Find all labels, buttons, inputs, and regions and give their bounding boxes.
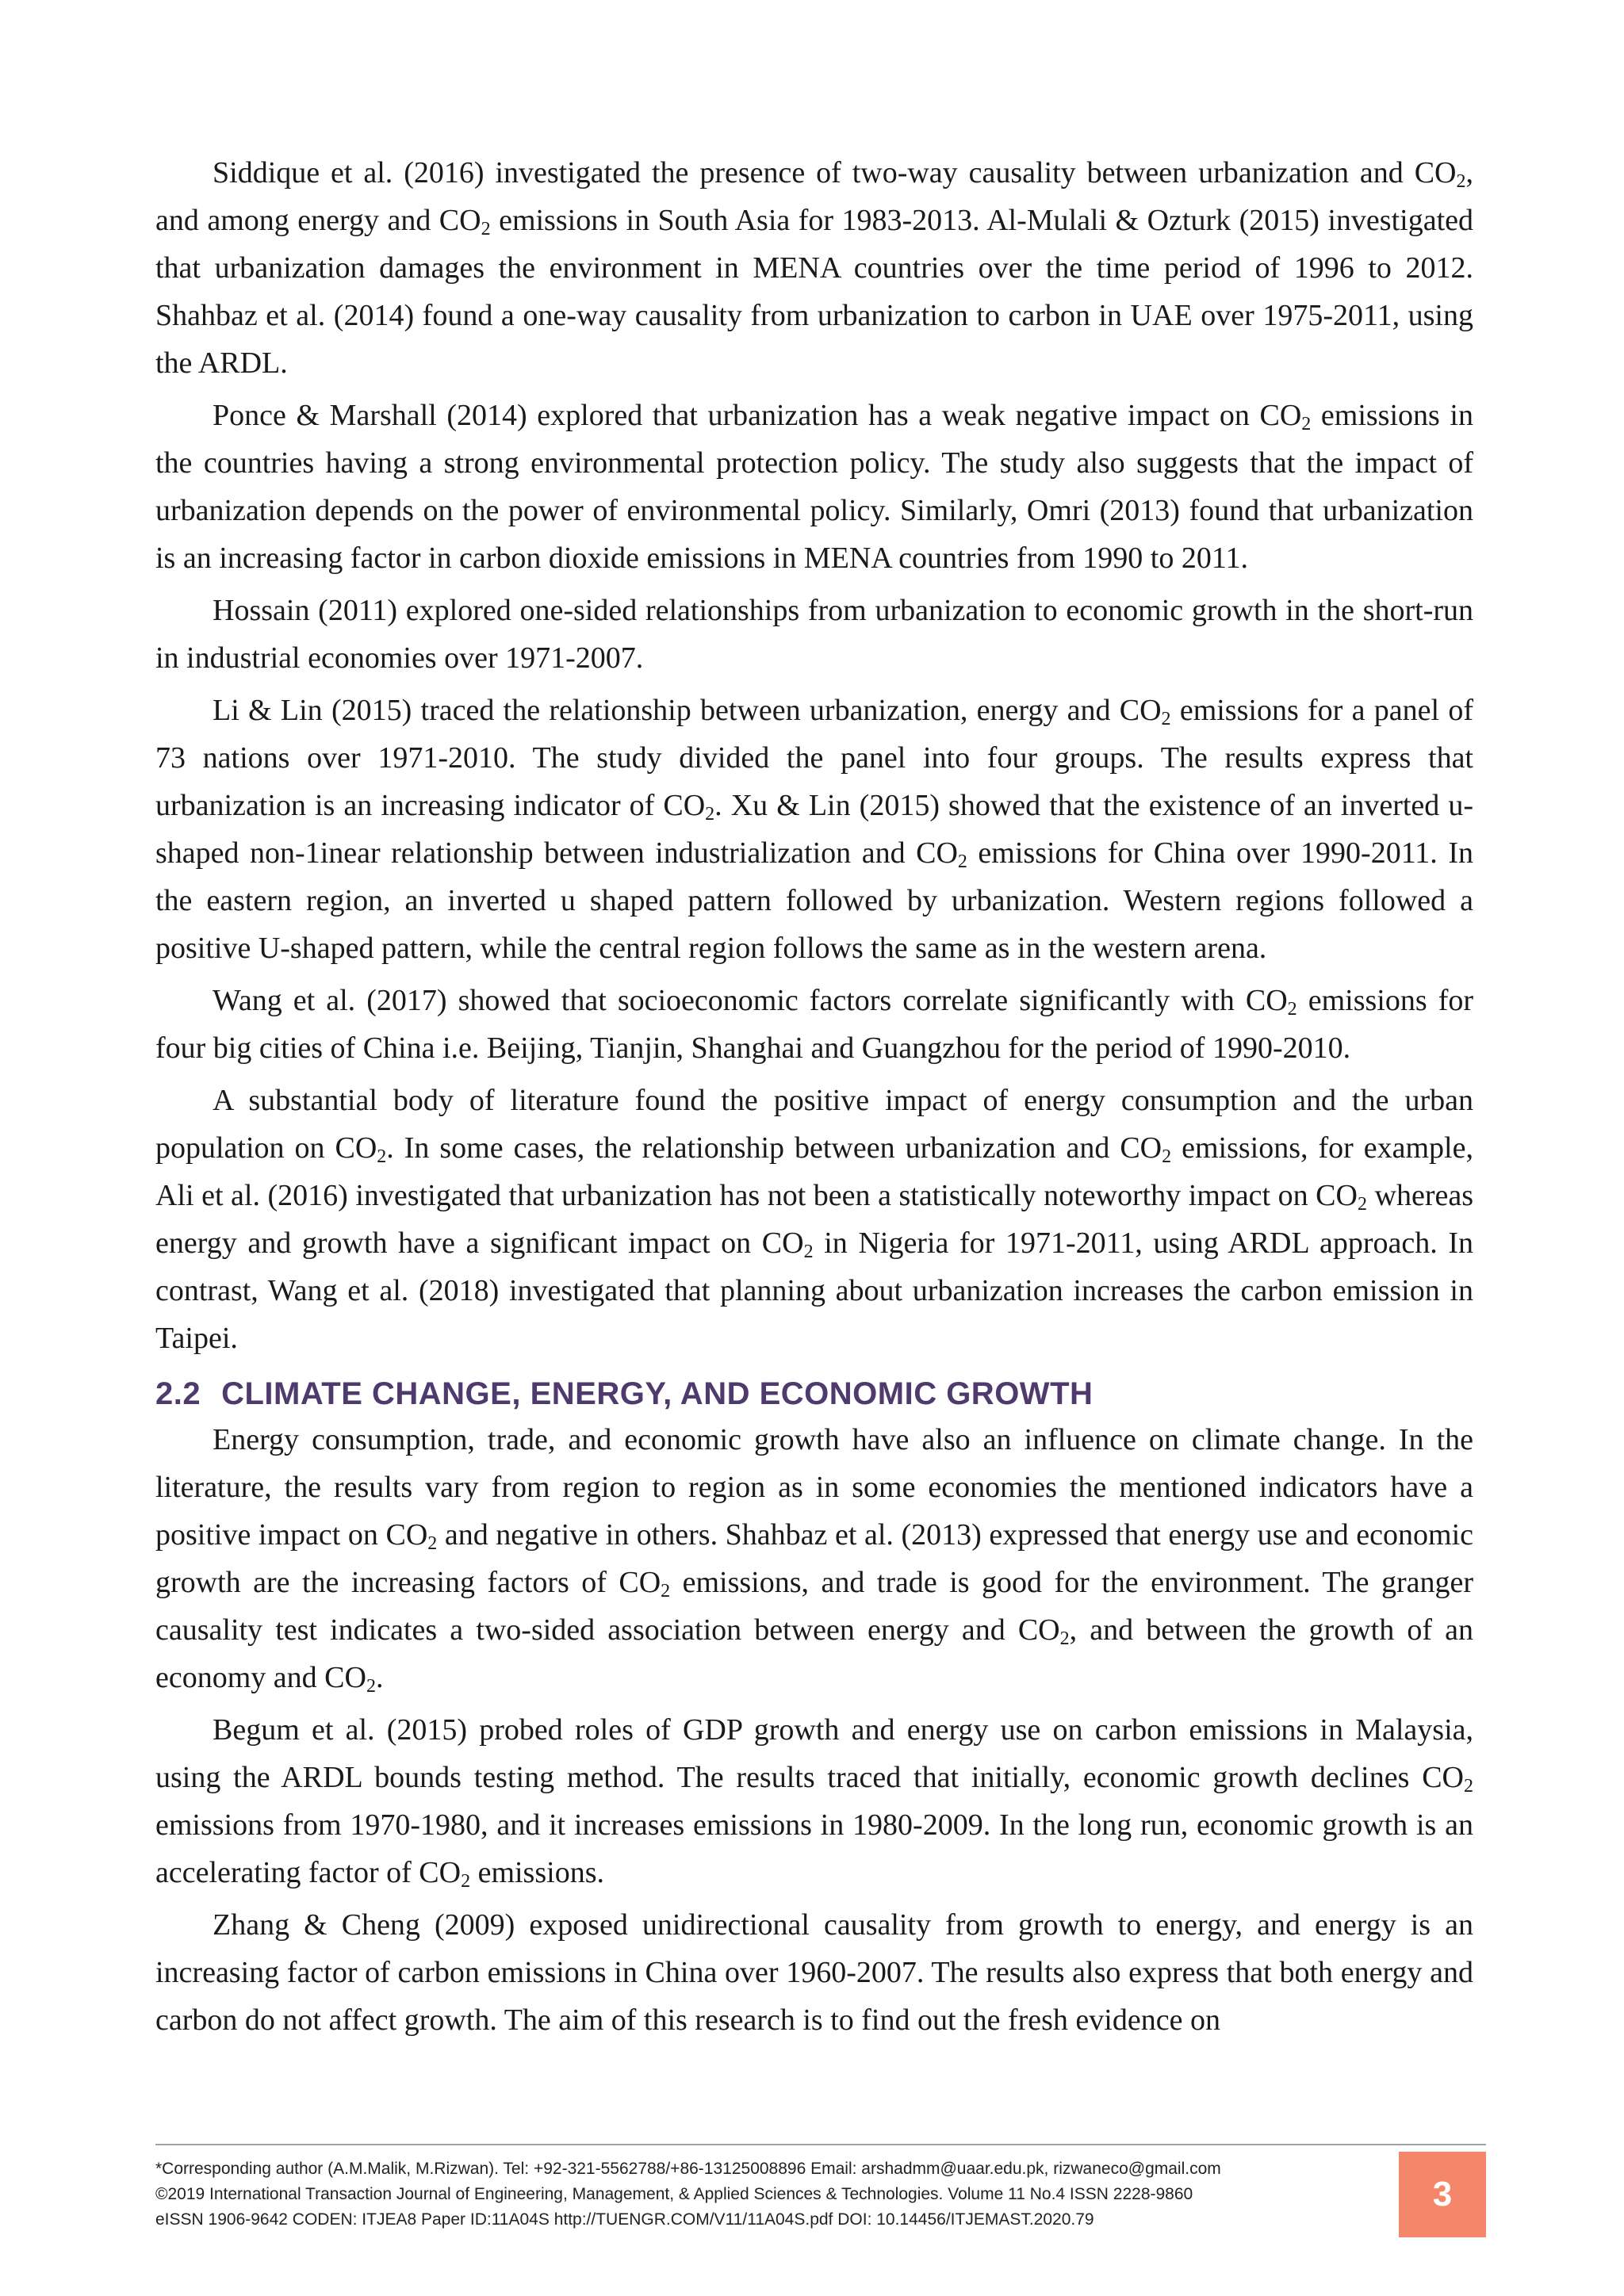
paragraph-wang-2017: Wang et al. (2017) showed that socioeconomic factors correlate significantly with $CO_2$ emissions for four big cities of China i.e. Beijing, Tianjin, Shanghai and Guangzhou for the period of 1990-2010. — [155, 984, 1473, 1065]
paragraph-ponce-marshall: Ponce & Marshall (2014) explored that urbanization has a weak negative impact on $CO_2$ emissions in the countries having a strong environmental protection policy. The study also suggests that the impact of urbanization depends on the power of environmental policy. Similarly, Omri (2013) found that urbanization is an increasing factor in carbon dioxide emissions in MENA countries from 1990 to 2011. — [155, 399, 1473, 575]
section-heading — [155, 1372, 1473, 1416]
paragraph-hossain: Hossain (2011) explored one-sided relationships from urbanization to economic growth in the short-run in industrial economies over 1971-2007. — [155, 594, 1473, 675]
footer-corresponding-author: *Corresponding author (A.M.Malik, M.Rizwan). Tel: +92-321-5562788/+86-13125008896 Email: arshadmm@uaar.edu.pk, rizwaneco@gmail.com — [155, 2160, 1221, 2178]
paragraph-zhang-cheng: Zhang & Cheng (2009) exposed unidirectional causality from growth to energy, and energy is an increasing factor of carbon emissions in China over 1960-2007. The results also express that both energy and carbon do not affect growth. The aim of this research is to find out the fresh evidence on — [155, 1908, 1473, 2037]
paragraph-li-lin: Li & Lin (2015) traced the relationship between urbanization, energy and $CO_2$ emissions for a panel of 73 nations over 1971-2010. The study divided the panel into four groups. The results express that urbanization is an increasing indicator of $CO_2$. Xu & Lin (2015) showed that the existence of an inverted u-shaped non-1inear relationship between industrialization and $CO_2$ emissions for China over 1990-2011. In the eastern region, an inverted u shaped pattern followed by urbanization. Western regions followed a positive U-shaped pattern, while the central region follows the same as in the western arena. — [155, 694, 1473, 965]
page-body — [155, 149, 1473, 2049]
footer-copyright: ©2019 International Transaction Journal of Engineering, Management, & Applied Sciences & Technologies. Volume 11 No.4 ISSN 2228-9860 — [155, 2185, 1193, 2203]
footer-text — [155, 2156, 1377, 2233]
paragraph-energy-trade: Energy consumption, trade, and economic growth have also an influence on climate change. In the literature, the results vary from region to region as in some economies the mentioned indicators have a positive impact on $CO_2$ and negative in others. Shahbaz et al. (2013) expressed that energy use and economic growth are the increasing factors of $CO_2$ emissions, and trade is good for the environment. The granger causality test indicates a two-sided association between energy and $CO_2$, and between the growth of an economy and $CO_2$. — [155, 1423, 1473, 1697]
footer-identifiers: eISSN 1906-9642 CODEN: ITJEA8 Paper ID:11A04S http://TUENGR.COM/V11/11A04S.pdf DOI: 10.14456/ITJEMAST.2020.79 — [155, 2210, 1094, 2229]
paragraph-literature-body: A substantial body of literature found the positive impact of energy consumption and the urban population on $CO_2$. In some cases, the relationship between urbanization and $CO_2$ emissions, for example, Ali et al. (2016) investigated that urbanization has not been a statistically noteworthy impact on $CO_2$ whereas energy and growth have a significant impact on $CO_2$ in Nigeria for 1971-2011, using ARDL approach. In contrast, Wang et al. (2018) investigated that planning about urbanization increases the carbon emission in Taipei. — [155, 1084, 1474, 1355]
section-number: 2.2 — [155, 1376, 201, 1411]
page-footer — [155, 2144, 1486, 2233]
page-number-badge: 3 — [1399, 2152, 1486, 2237]
paragraph-siddique: Siddique et al. (2016) investigated the presence of two-way causality between urbanization and $CO_2$, and among energy and $CO_2$ emissions in South Asia for 1983-2013. Al-Mulali & Ozturk (2015) investigated that urbanization damages the environment in MENA countries over the time period of 1996 to 2012. Shahbaz et al. (2014) found a one-way causality from urbanization to carbon in UAE over 1975-2011, using the ARDL. — [155, 156, 1473, 380]
section-title: CLIMATE CHANGE, ENERGY, AND ECONOMIC GROWTH — [221, 1376, 1094, 1411]
paragraph-begum: Begum et al. (2015) probed roles of GDP growth and energy use on carbon emissions in Malaysia, using the ARDL bounds testing method. The results traced that initially, economic growth declines $CO_2$ emissions from 1970-1980, and it increases emissions in 1980-2009. In the long run, economic growth is an accelerating factor of $CO_2$ emissions. — [155, 1713, 1473, 1892]
